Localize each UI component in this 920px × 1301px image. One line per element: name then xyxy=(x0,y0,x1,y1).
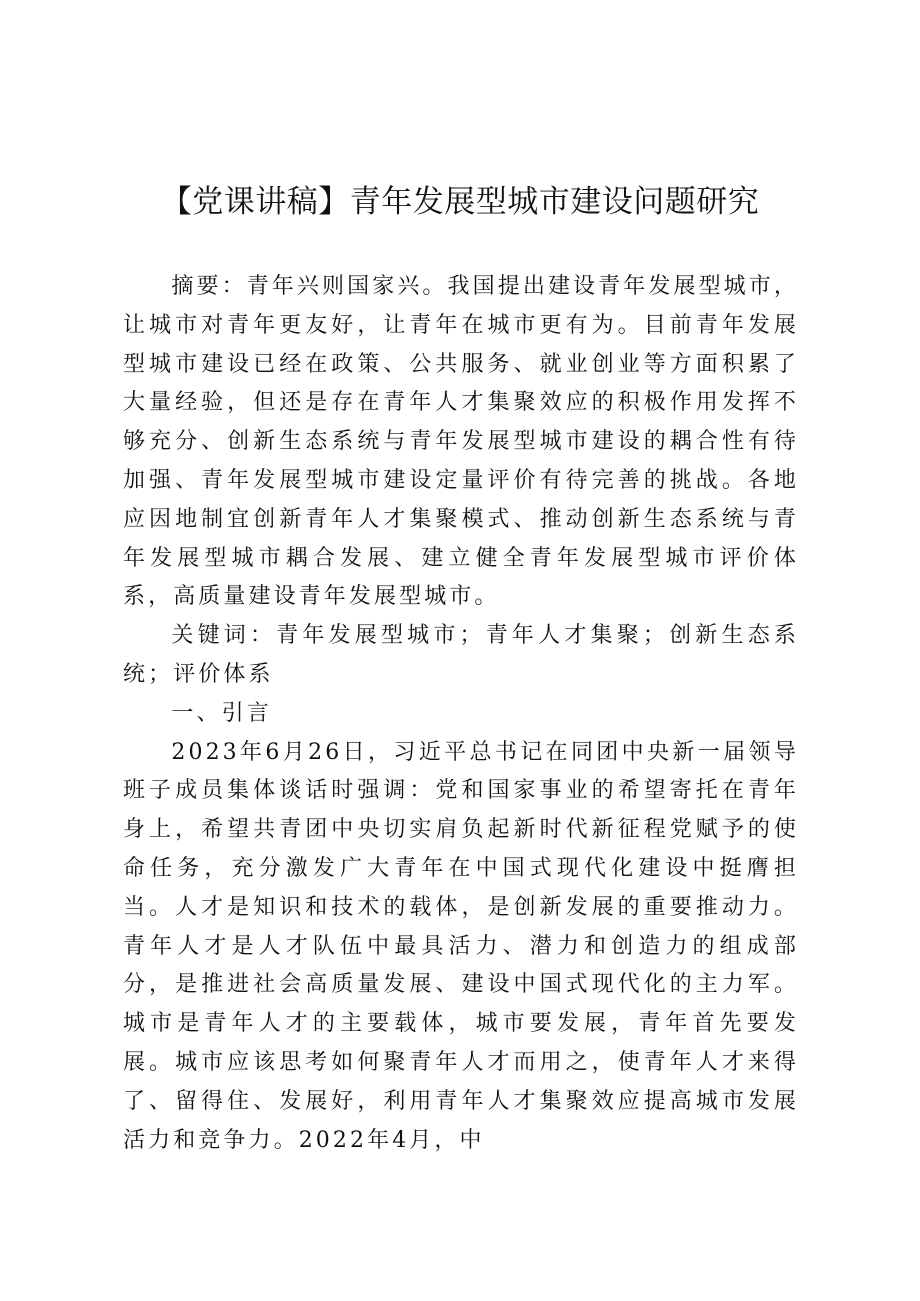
document-title: 【党课讲稿】青年发展型城市建设问题研究 xyxy=(160,184,760,220)
document-body xyxy=(123,268,799,1160)
section-heading-introduction: 一、引言 xyxy=(171,700,272,726)
keywords-paragraph: 关键词：青年发展型城市；青年人才集聚；创新生态系统；评价体系 xyxy=(123,623,799,687)
abstract-paragraph: 摘要：青年兴则国家兴。我国提出建设青年发展型城市，让城市对青年更友好，让青年在城市更有为。目前青年发展型城市建设已经在政策、公共服务、就业创业等方面积累了大量经验，但还是存在青年人才集聚效应的积极作用发挥不够充分、创新生态系统与青年发展型城市建设的耦合性有待加强、青年发展型城市建设定量评价有待完善的挑战。各地应因地制宜创新青年人才集聚模式、推动创新生态系统与青年发展型城市耦合发展、建立健全青年发展型城市评价体系，高质量建设青年发展型城市。 xyxy=(123,274,799,610)
introduction-paragraph: 2023年6月26日，习近平总书记在同团中央新一届领导班子成员集体谈话时强调：党和国家事业的希望寄托在青年身上，希望共青团中央切实肩负起新时代新征程党赋予的使命任务，充分激发广大青年在中国式现代化建设中挺膺担当。人才是知识和技术的载体，是创新发展的重要推动力。青年人才是人才队伍中最具活力、潜力和创造力的组成部分，是推进社会高质量发展、建设中国式现代化的主力军。城市是青年人才的主要载体，城市要发展，青年首先要发展。城市应该思考如何聚青年人才而用之，使青年人才来得了、留得住、发展好，利用青年人才集聚效应提高城市发展活力和竞争力。2022年4月，中 xyxy=(123,739,799,1153)
